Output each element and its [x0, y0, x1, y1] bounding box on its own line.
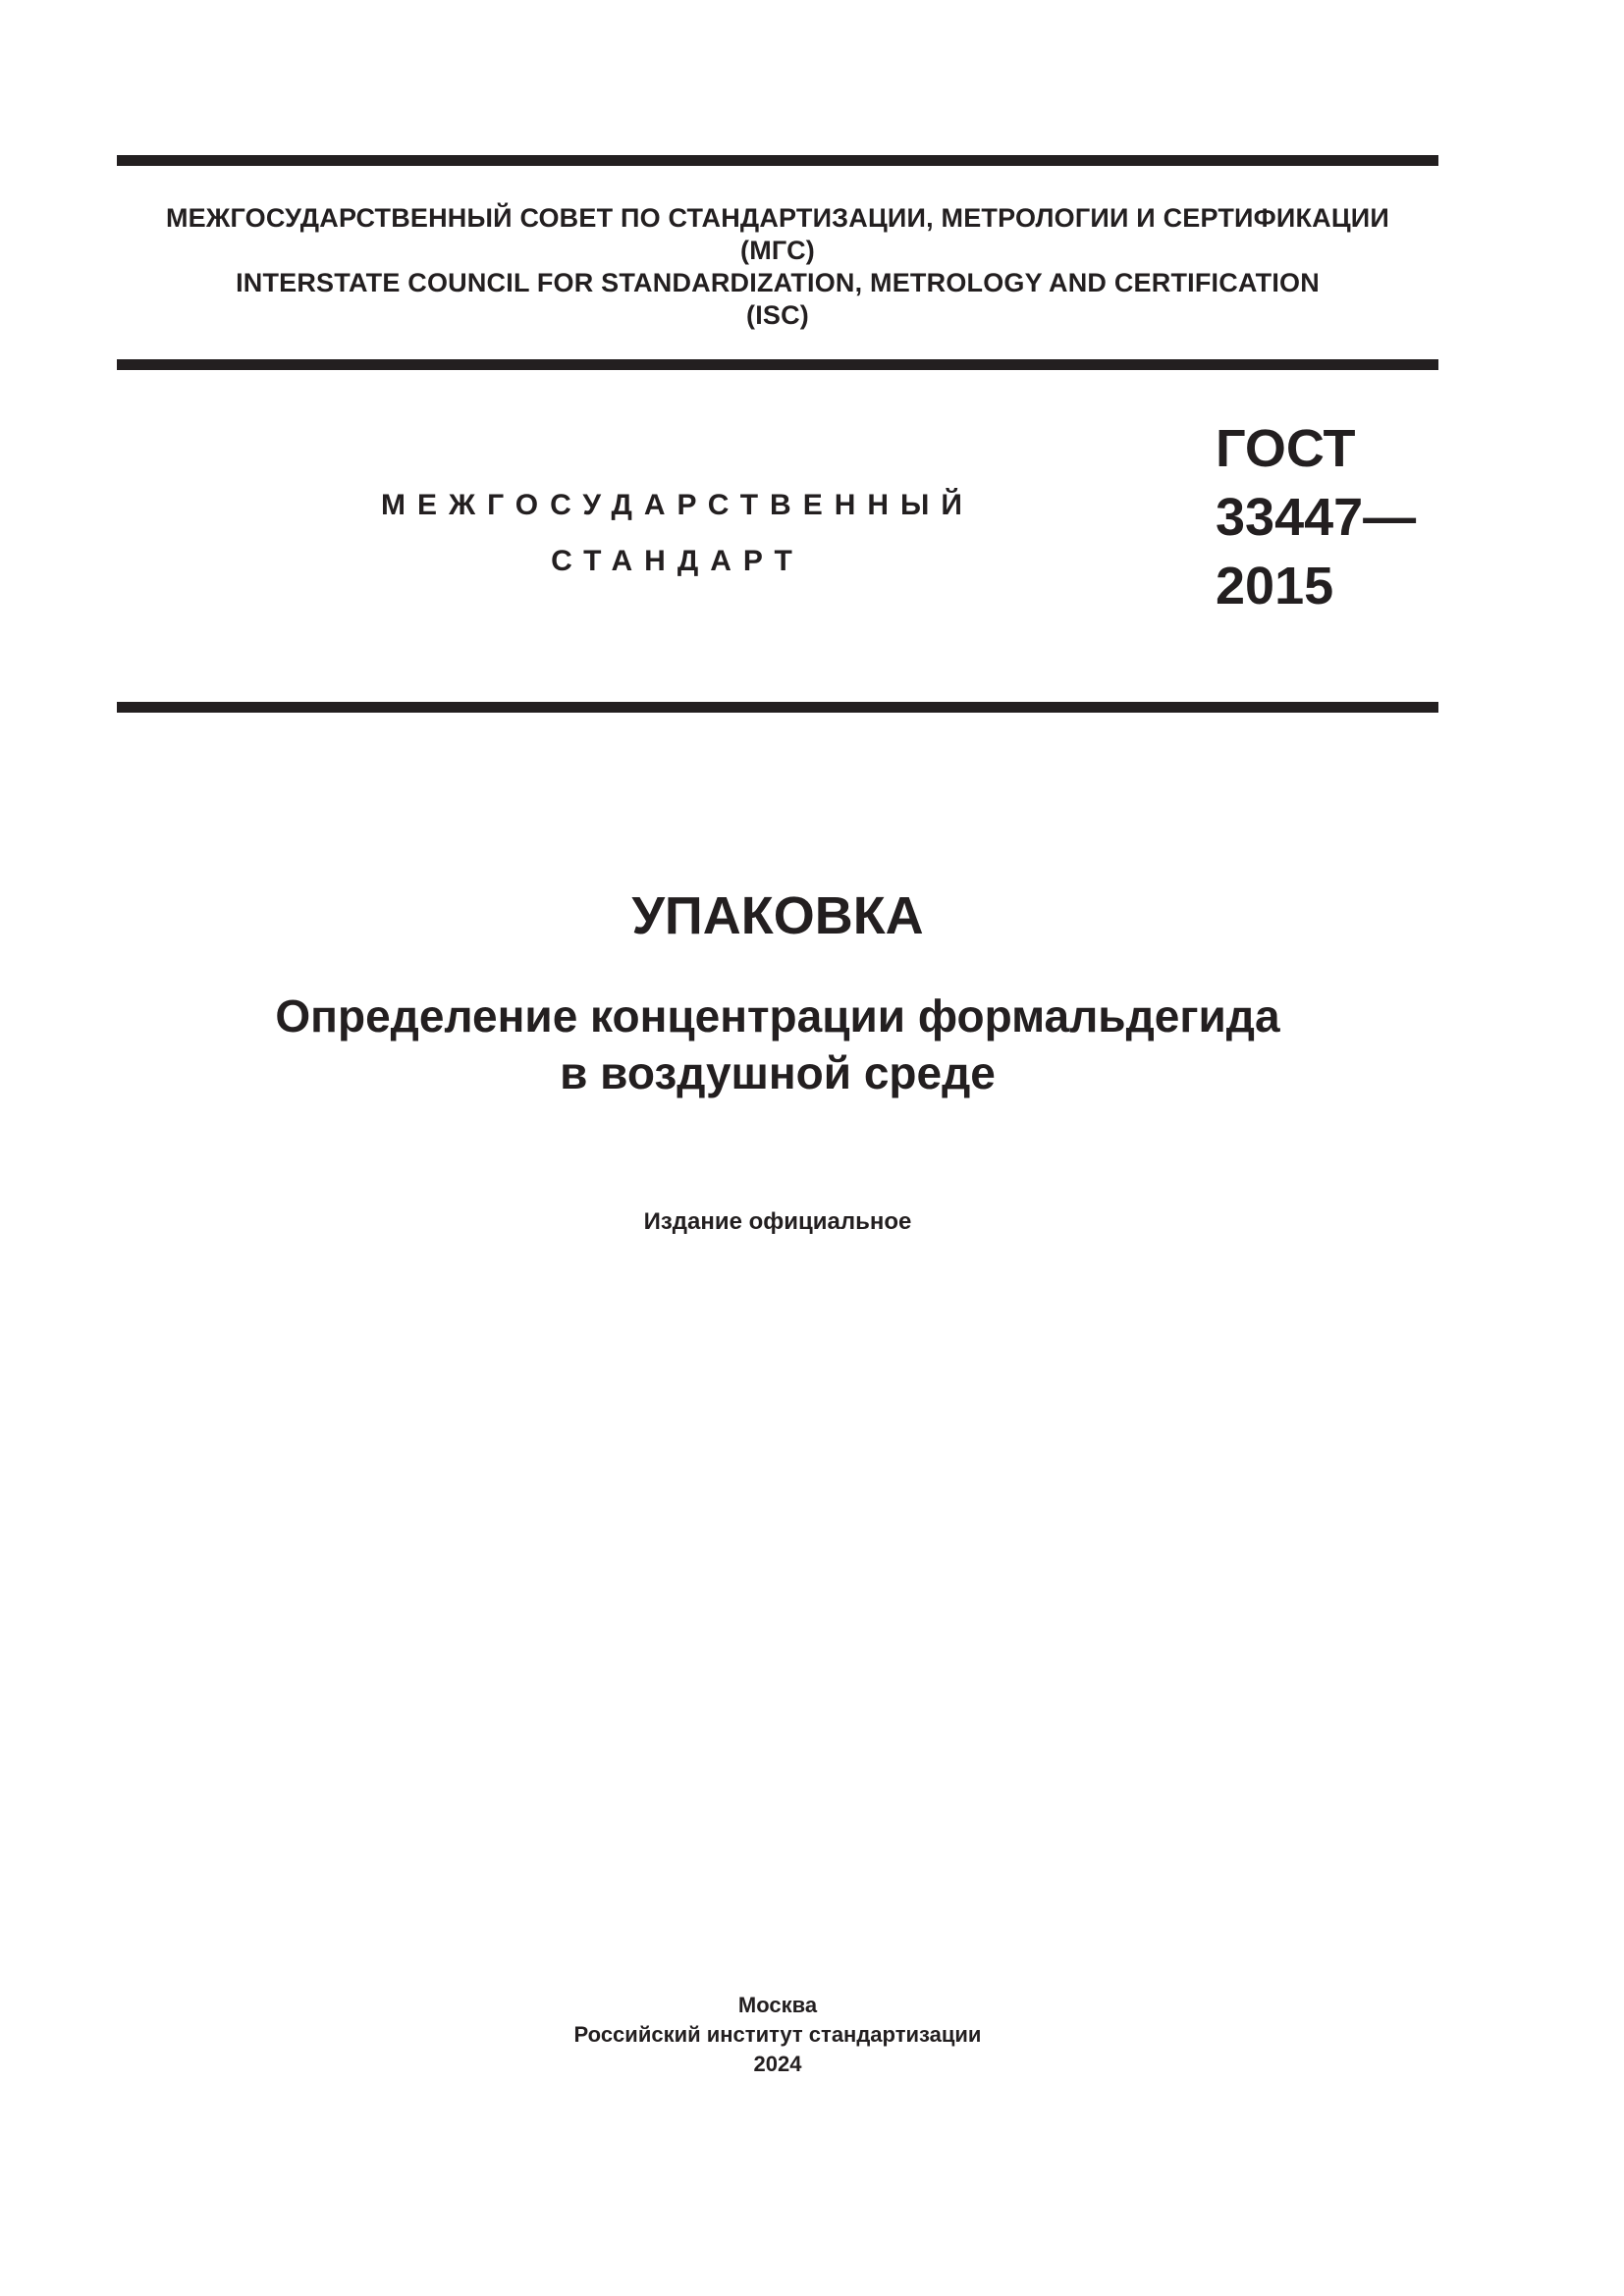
designation-prefix: ГОСТ — [1216, 419, 1356, 478]
subtitle-line2: в воздушной среде — [560, 1047, 996, 1098]
designation-year: 2015 — [1216, 557, 1334, 615]
standard-type-line2: СТАНДАРТ — [551, 545, 804, 577]
standard-designation — [1216, 414, 1416, 620]
council-abbr-en: (ISC) — [746, 300, 809, 330]
document-title: УПАКОВКА — [631, 886, 924, 945]
imprint — [117, 1991, 1438, 2079]
subtitle-line1: Определение концентрации формальдегида — [275, 990, 1280, 1041]
designation-number: 33447— — [1216, 488, 1417, 547]
imprint-publisher: Российский институт стандартизации — [573, 2022, 982, 2047]
document-subtitle — [117, 988, 1438, 1101]
bottom-rule — [117, 702, 1438, 713]
council-abbr-ru: (МГС) — [740, 236, 815, 265]
imprint-year: 2024 — [753, 2052, 802, 2076]
council-name-ru: МЕЖГОСУДАРСТВЕННЫЙ СОВЕТ ПО СТАНДАРТИЗАЦИИ, МЕТРОЛОГИИ И СЕРТИФИКАЦИИ — [165, 203, 1390, 233]
middle-rule — [117, 359, 1438, 370]
imprint-city: Москва — [737, 1993, 818, 2017]
standard-type-line1: МЕЖГОСУДАРСТВЕННЫЙ — [381, 489, 974, 521]
council-name-en: INTERSTATE COUNCIL FOR STANDARDIZATION, METROLOGY AND CERTIFICATION — [236, 268, 1320, 297]
council-header — [117, 202, 1438, 332]
top-rule — [117, 155, 1438, 166]
edition-note: Издание официальное — [643, 1208, 912, 1235]
standard-type — [324, 477, 1031, 589]
